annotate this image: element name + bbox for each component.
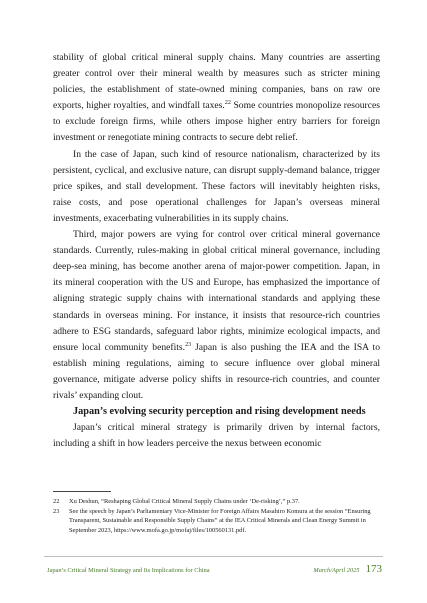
footnote-divider — [53, 491, 111, 492]
issue-date: March/April 2025 — [313, 567, 360, 574]
footnote-number: 22 — [53, 498, 60, 505]
footnote-reference: 22 — [224, 100, 231, 107]
paragraph-continued — [53, 50, 380, 147]
paragraph-governance-standards — [53, 227, 380, 404]
footer-right — [313, 563, 382, 575]
paragraph-text: Third, major powers are vying for control over critical mineral governance standards. Currently, rules-making in global critical mineral governance, including deep-sea mining, has become another arena of major-power competition. Japan, in its mineral cooperation with the US and Europe, has emphasized the importance of aligning strategic supply chains with international standards and applying these standards in overseas mining. For instance, it insists that resource-rich countries adhere to ESG standards, safeguard labor rights, minimize ecological impacts, and ensure local community benefits. — [53, 229, 380, 353]
footnote-text: See the speech by Japan’s Parliamentary Vice-Minister for Foreign Affairs Masahiro Komura at the session “Ensuring Transparent, Sustainable and Responsible Supply Chains” at the IEA Critical Minerals and Clean Energy Summit in September 2023, https://www.mofa.go.jp/mofaj/files/100560131.pdf. — [69, 507, 371, 534]
paragraph-text: Japan is also pushing the IEA and the ISA to establish mining regulations, aiming to secure influence over global mineral governance, mitigate adverse policy shifts in resource-rich countries, and counter rivals’ expanding clout. — [53, 341, 381, 401]
body-text — [53, 50, 380, 452]
paragraph-text: Some countries monopolize resources to exclude foreign firms, while others impose higher entry barriers for foreign investment or renegotiate mining contracts to secure debt relief. — [53, 100, 380, 144]
running-footer-title: Japan’s Critical Mineral Strategy and Its Implications for China — [47, 567, 210, 574]
footer-divider — [44, 556, 383, 557]
footnote-item — [53, 507, 380, 536]
footnotes — [53, 497, 380, 535]
paragraph-text: stability of global critical mineral supply chains. Many countries are asserting greater control over their mineral wealth by measures such as stricter mining policies, the establishment of state-owned mining companies, bans on raw ore exports, higher royalties, and windfall taxes. — [53, 52, 380, 112]
footnote-text: Xu Deshun, “Reshaping Global Critical Mineral Supply Chains under ‘De-risking’,” p.37. — [69, 498, 300, 505]
paragraph-japan-case: In the case of Japan, such kind of resource nationalism, characterized by its persistent, cyclical, and exclusive nature, can disrupt supply-demand balance, trigger price spikes, and stall development. These factors will inevitably heighten risks, raise costs, and pose operational challenges for Japan’s overseas mineral investments, exacerbating vulnerabilities in its supply chains. — [53, 148, 380, 224]
footnote-item — [53, 497, 380, 507]
section-heading: Japan’s evolving security perception and rising development needs — [73, 406, 366, 418]
paragraph-internal-factors: Japan’s critical mineral strategy is primarily driven by internal factors, including a shift in how leaders perceive the nexus between economic — [53, 422, 380, 450]
page-number: 173 — [365, 563, 382, 575]
footnote-reference: 23 — [185, 341, 192, 348]
footnote-number: 23 — [53, 507, 60, 515]
